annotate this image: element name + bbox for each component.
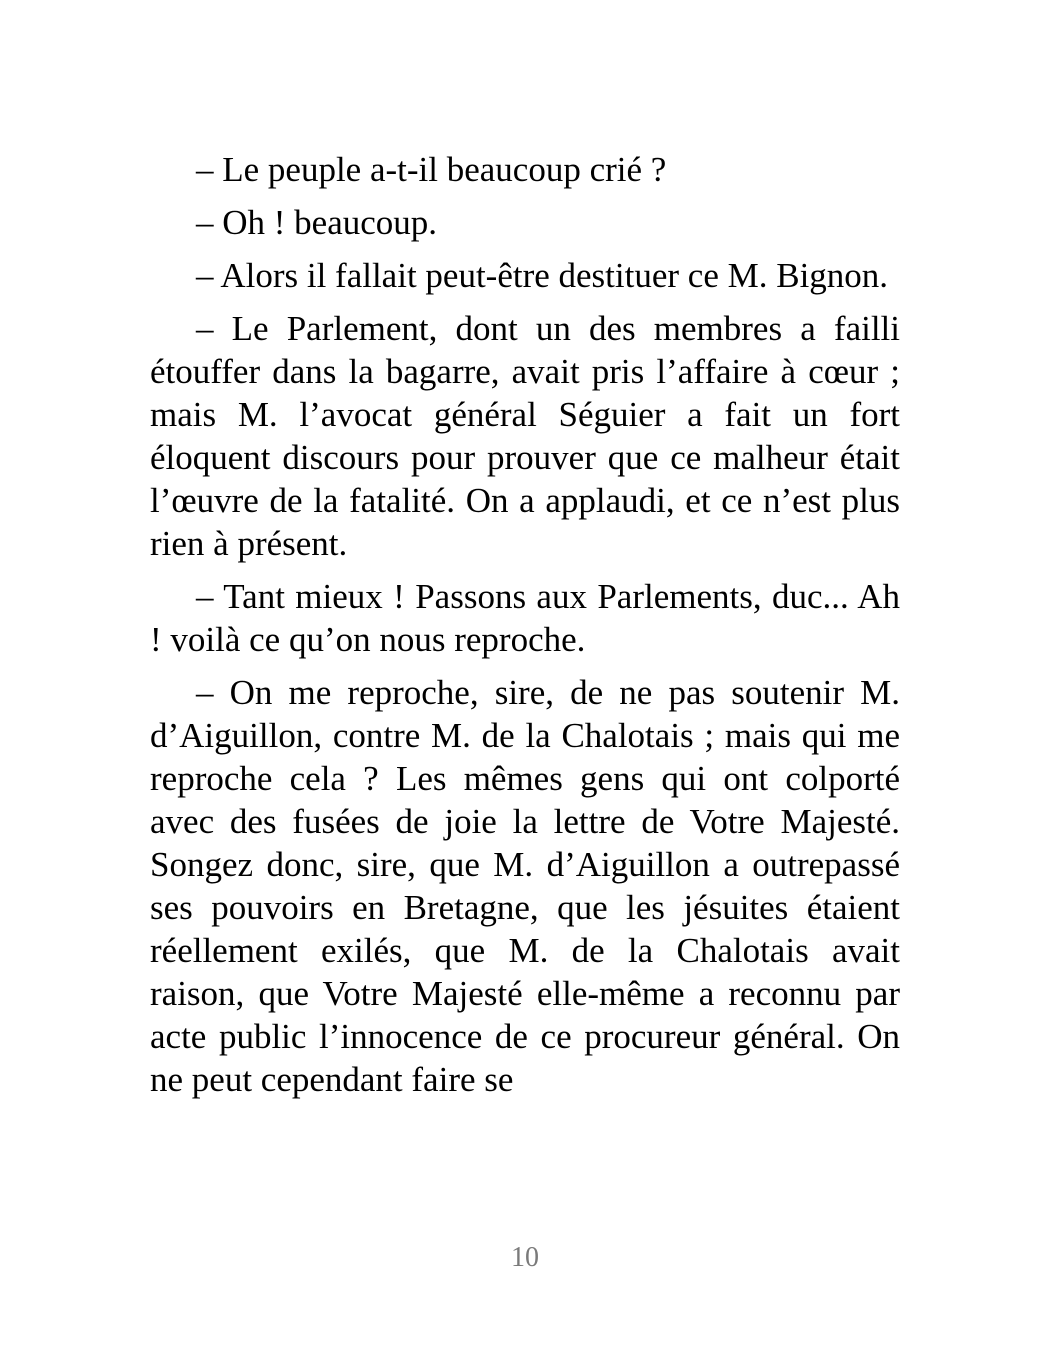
paragraph: – Alors il fallait peut-être destituer ce M. Bignon. [196,256,889,295]
paragraph: – Tant mieux ! Passons aux Parlements, duc... Ah ! voilà ce qu’on nous reproche. [150,577,900,659]
paragraph: – Oh ! beaucoup. [196,203,438,242]
page-body [150,148,900,1111]
paragraph: – Le peuple a-t-il beaucoup crié ? [196,150,667,189]
paragraph: – Le Parlement, dont un des membres a failli étouffer dans la bagarre, avait pris l’affaire à cœur ; mais M. l’avocat général Séguier a fait un fort éloquent discours pour prouver que ce malheur était l’œuvre de la fatalité. On a applaudi, et ce n’est plus rien à présent. [150,309,900,563]
page-number: 10 [511,1242,539,1273]
paragraph: – On me reproche, sire, de ne pas soutenir M. d’Aiguillon, contre M. de la Chalotais ; mais qui me reproche cela ? Les mêmes gens qui ont colporté avec des fusées de joie la lettre de Votre Majesté. Songez donc, sire, que M. d’Aiguillon a outrepassé ses pouvoirs en Bretagne, que les jésuites étaient réellement exilés, que M. de la Chalotais avait raison, que Votre Majesté elle-même a reconnu par acte public l’innocence de ce procureur général. On ne peut cependant faire se [150,673,900,1099]
